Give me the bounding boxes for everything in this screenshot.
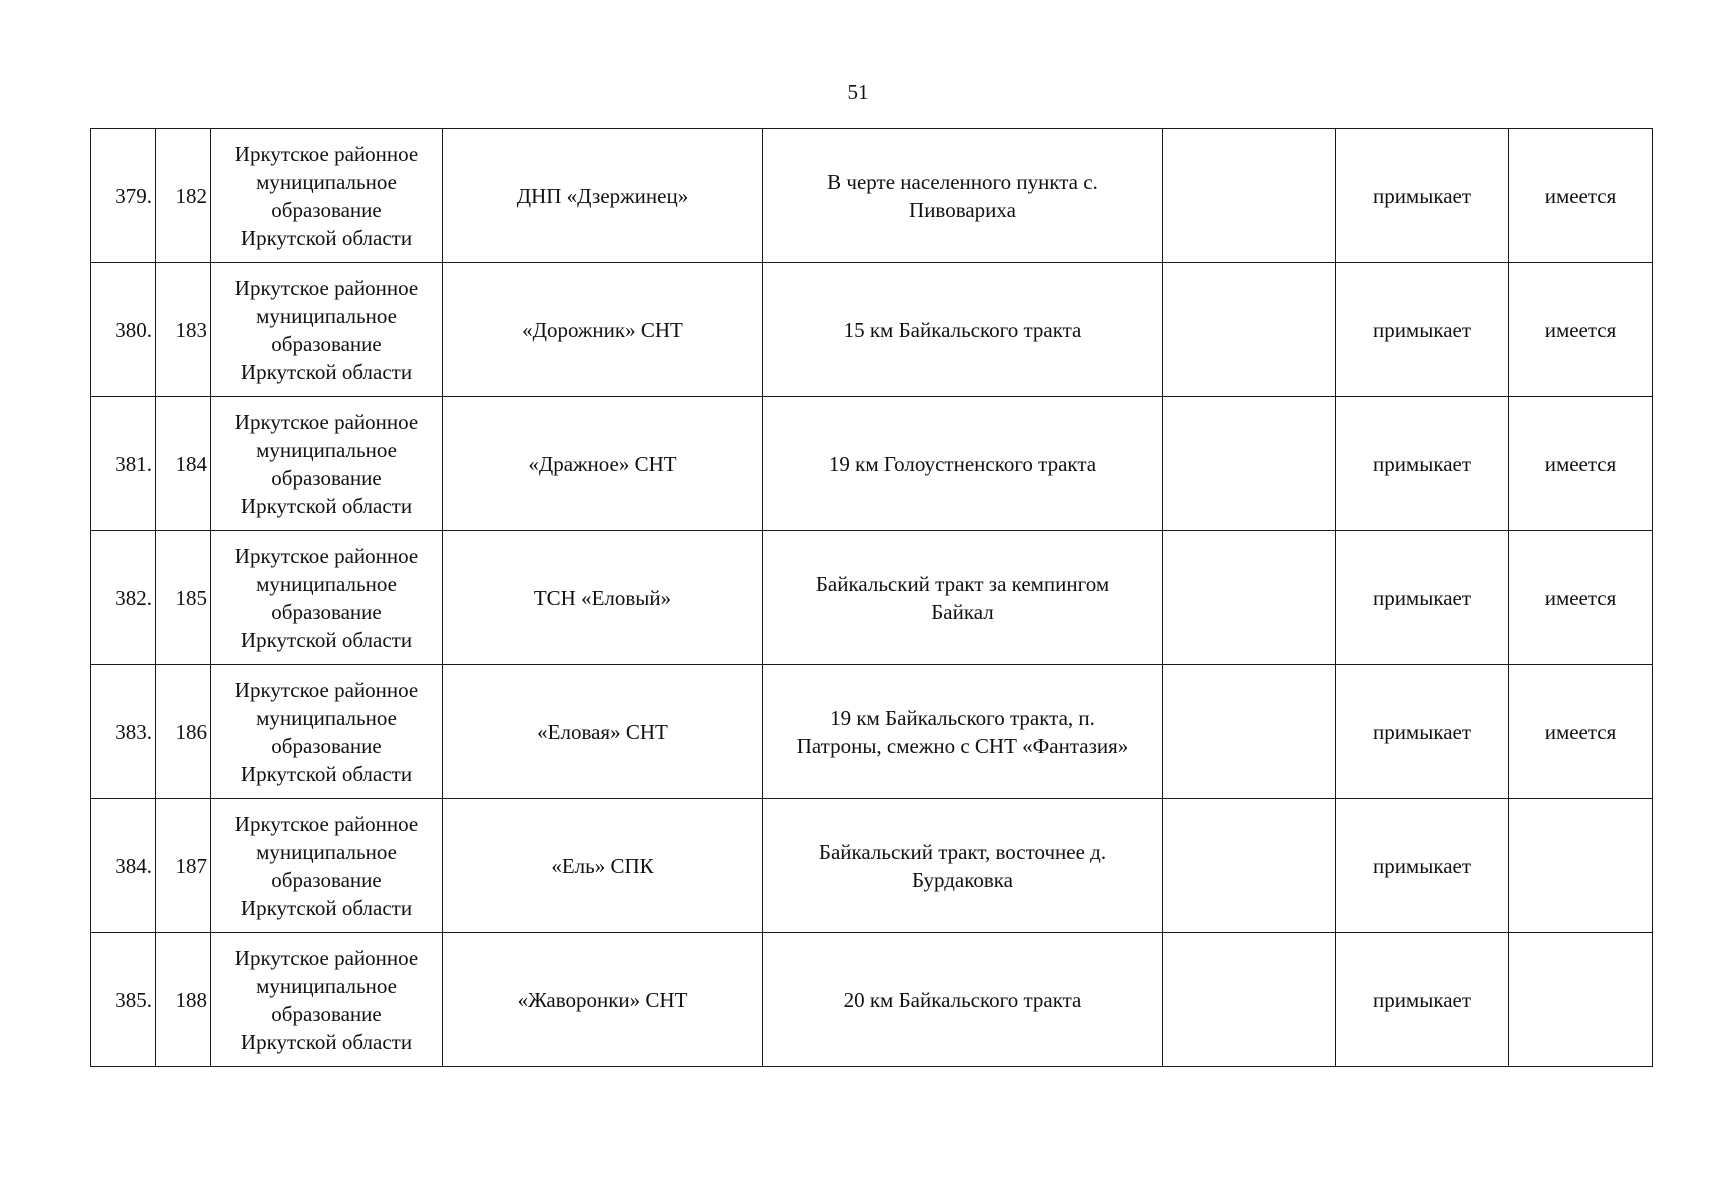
table-row (91, 129, 1653, 263)
table-row (91, 531, 1653, 665)
municipality-line: Иркутской области (240, 895, 413, 920)
table-row (91, 933, 1653, 1067)
adjacency-cell (1336, 665, 1509, 799)
empty-cell (1163, 263, 1336, 397)
availability-value: имеется (1544, 719, 1617, 744)
empty-cell (1163, 665, 1336, 799)
availability-value: имеется (1544, 585, 1617, 610)
organization-name: «Дражное» СНТ (528, 451, 677, 476)
location-cell (763, 129, 1163, 263)
municipality-line: муниципальное (256, 169, 397, 194)
sub-number-cell (156, 263, 211, 397)
sub-number-cell (156, 933, 211, 1067)
table-row (91, 799, 1653, 933)
municipality-cell (211, 799, 443, 933)
municipality-line: Иркутское районное (234, 275, 419, 300)
name-cell (443, 397, 763, 531)
row-number-cell (91, 531, 156, 665)
municipality-line: муниципальное (256, 437, 397, 462)
sub-number-cell (156, 397, 211, 531)
location-line: Пивовариха (909, 197, 1016, 222)
location-line: Бурдаковка (911, 867, 1014, 892)
availability-cell (1509, 531, 1653, 665)
sub-number: 187 (175, 853, 207, 878)
municipality-cell (211, 263, 443, 397)
adjacency-cell (1336, 129, 1509, 263)
table-row (91, 263, 1653, 397)
municipality-line: Иркутское районное (234, 945, 419, 970)
organization-name: «Дорожник» СНТ (522, 317, 683, 342)
municipality-cell (211, 531, 443, 665)
empty-cell (1163, 397, 1336, 531)
municipality-line: Иркутское районное (234, 811, 419, 836)
organization-name: ДНП «Дзержинец» (516, 183, 689, 208)
row-number-cell (91, 129, 156, 263)
register-table (90, 128, 1653, 1067)
municipality-line: Иркутское районное (234, 677, 419, 702)
adjacency-value: примыкает (1372, 451, 1472, 476)
municipality-line: Иркутское районное (234, 543, 419, 568)
row-number: 379. (115, 183, 152, 208)
adjacency-value: примыкает (1372, 183, 1472, 208)
row-number-cell (91, 933, 156, 1067)
municipality-line: образование (271, 867, 382, 892)
municipality-cell (211, 933, 443, 1067)
municipality-line: Иркутское районное (234, 409, 419, 434)
location-cell (763, 263, 1163, 397)
municipality-line: образование (271, 599, 382, 624)
municipality-line: образование (271, 733, 382, 758)
location-line: 19 км Голоустненского тракта (828, 451, 1097, 476)
table-body (91, 129, 1653, 1067)
name-cell (443, 933, 763, 1067)
name-cell (443, 129, 763, 263)
row-number-cell (91, 397, 156, 531)
empty-cell (1163, 129, 1336, 263)
municipality-line: муниципальное (256, 571, 397, 596)
availability-cell (1509, 129, 1653, 263)
location-line: Патроны, смежно с СНТ «Фантазия» (796, 733, 1129, 758)
adjacency-cell (1336, 531, 1509, 665)
location-line: 20 км Байкальского тракта (843, 987, 1082, 1012)
municipality-line: Иркутской области (240, 225, 413, 250)
location-line: Байкальский тракт, восточнее д. (818, 839, 1107, 864)
location-line: В черте населенного пункта с. (827, 169, 1098, 194)
sub-number-cell (156, 799, 211, 933)
sub-number-cell (156, 531, 211, 665)
row-number: 381. (115, 451, 152, 476)
empty-cell (1163, 531, 1336, 665)
municipality-line: Иркутское районное (234, 141, 419, 166)
adjacency-value: примыкает (1372, 585, 1472, 610)
sub-number-cell (156, 665, 211, 799)
location-cell (763, 665, 1163, 799)
adjacency-cell (1336, 933, 1509, 1067)
municipality-line: Иркутской области (240, 1029, 413, 1054)
row-number-cell (91, 665, 156, 799)
sub-number: 182 (175, 183, 207, 208)
municipality-line: муниципальное (256, 705, 397, 730)
row-number: 384. (115, 853, 152, 878)
availability-cell (1509, 263, 1653, 397)
empty-cell (1163, 799, 1336, 933)
municipality-line: Иркутской области (240, 627, 413, 652)
availability-value: имеется (1544, 183, 1617, 208)
municipality-line: образование (271, 331, 382, 356)
adjacency-cell (1336, 263, 1509, 397)
location-line: 15 км Байкальского тракта (843, 317, 1082, 342)
location-line: 19 км Байкальского тракта, п. (830, 705, 1095, 730)
adjacency-cell (1336, 799, 1509, 933)
sub-number: 185 (175, 585, 207, 610)
location-cell (763, 933, 1163, 1067)
adjacency-value: примыкает (1372, 987, 1472, 1012)
name-cell (443, 799, 763, 933)
municipality-line: образование (271, 197, 382, 222)
availability-cell (1509, 665, 1653, 799)
table-row (91, 397, 1653, 531)
organization-name: «Ель» СПК (551, 853, 654, 878)
sub-number: 186 (175, 719, 207, 744)
municipality-line: образование (271, 1001, 382, 1026)
availability-cell (1509, 799, 1653, 933)
adjacency-value: примыкает (1372, 719, 1472, 744)
municipality-cell (211, 397, 443, 531)
adjacency-cell (1336, 397, 1509, 531)
location-cell (763, 799, 1163, 933)
name-cell (443, 665, 763, 799)
municipality-line: Иркутской области (240, 761, 413, 786)
organization-name: ТСН «Еловый» (533, 585, 672, 610)
organization-name: «Еловая» СНТ (537, 719, 668, 744)
municipality-line: муниципальное (256, 303, 397, 328)
sub-number: 184 (175, 451, 207, 476)
location-cell (763, 531, 1163, 665)
availability-value: имеется (1544, 451, 1617, 476)
row-number-cell (91, 263, 156, 397)
location-line: Байкальский тракт за кемпингом (815, 571, 1110, 596)
row-number: 380. (115, 317, 152, 342)
municipality-cell (211, 665, 443, 799)
municipality-cell (211, 129, 443, 263)
adjacency-value: примыкает (1372, 853, 1472, 878)
adjacency-value: примыкает (1372, 317, 1472, 342)
name-cell (443, 263, 763, 397)
availability-cell (1509, 397, 1653, 531)
page-number: 51 (847, 80, 869, 104)
municipality-line: муниципальное (256, 839, 397, 864)
sub-number-cell (156, 129, 211, 263)
sub-number: 188 (175, 987, 207, 1012)
location-line: Байкал (931, 599, 994, 624)
organization-name: «Жаворонки» СНТ (517, 987, 688, 1012)
row-number: 383. (115, 719, 152, 744)
sub-number: 183 (175, 317, 207, 342)
table-row (91, 665, 1653, 799)
availability-value: имеется (1544, 317, 1617, 342)
row-number: 385. (115, 987, 152, 1012)
municipality-line: Иркутской области (240, 359, 413, 384)
availability-cell (1509, 933, 1653, 1067)
name-cell (443, 531, 763, 665)
location-cell (763, 397, 1163, 531)
empty-cell (1163, 933, 1336, 1067)
municipality-line: Иркутской области (240, 493, 413, 518)
municipality-line: муниципальное (256, 973, 397, 998)
municipality-line: образование (271, 465, 382, 490)
row-number: 382. (115, 585, 152, 610)
row-number-cell (91, 799, 156, 933)
